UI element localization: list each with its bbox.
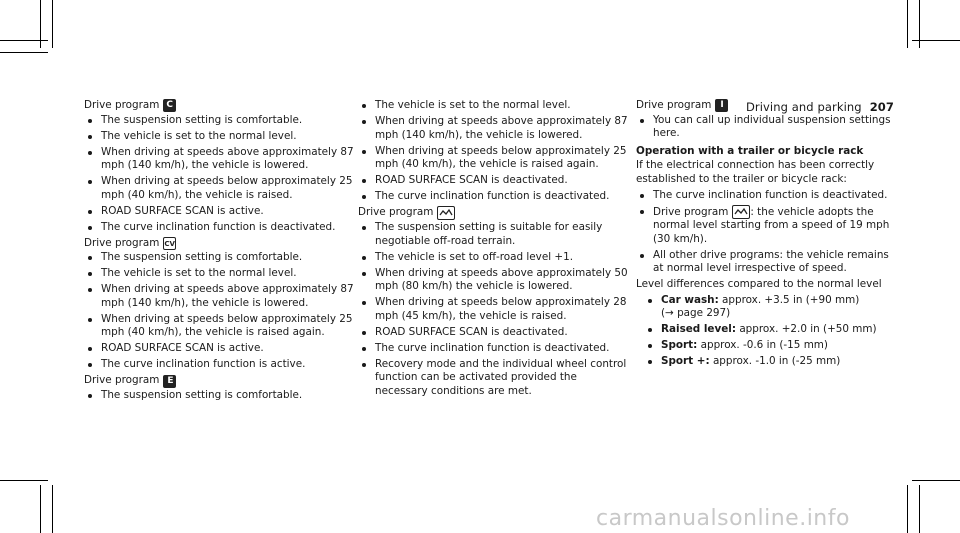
crop-mark xyxy=(912,40,960,41)
program-c-list xyxy=(84,114,354,235)
list-item: The suspension setting is comfortable. xyxy=(84,251,354,265)
list-item: ROAD SURFACE SCAN is deactivated. xyxy=(358,174,628,188)
list-item: When driving at speeds above approximately 87 mph (140 km/h), the vehicle is lowered. xyxy=(84,146,354,173)
drive-program-label: Drive program xyxy=(653,205,729,218)
trailer-list xyxy=(636,189,898,276)
offroad-icon xyxy=(732,205,750,219)
list-item: ROAD SURFACE SCAN is active. xyxy=(84,205,354,219)
level-label: Sport: xyxy=(661,339,698,352)
list-item: ROAD SURFACE SCAN is deactivated. xyxy=(358,326,628,340)
list-item: The suspension setting is suitable for easily negotiable off-road terrain. xyxy=(358,221,628,248)
list-item: The vehicle is set to the normal level. xyxy=(84,130,354,144)
crop-mark xyxy=(0,52,48,53)
program-i-icon xyxy=(715,99,728,112)
list-item: When driving at speeds above approximately 87 mph (140 km/h), the vehicle is lowered. xyxy=(84,283,354,310)
program-i-list xyxy=(636,114,898,141)
crop-mark xyxy=(52,485,53,533)
list-item: The vehicle is set to the normal level. xyxy=(84,267,354,281)
crop-mark xyxy=(919,485,920,533)
drive-program-label: Drive program xyxy=(358,206,434,219)
list-item xyxy=(644,339,898,353)
list-item: The vehicle is set to the normal level. xyxy=(358,99,628,113)
drive-program-c-heading xyxy=(84,99,354,113)
level-value: approx. -1.0 in (-25 mm) xyxy=(709,355,841,368)
column-1 xyxy=(84,99,354,405)
list-item: The curve inclination function is deactivated. xyxy=(358,342,628,356)
program-cv-list xyxy=(84,251,354,372)
levels-list xyxy=(636,294,898,369)
column-3 xyxy=(636,99,898,371)
drive-program-i-heading xyxy=(636,99,898,113)
drive-program-e-heading xyxy=(84,374,354,388)
drive-program-label: Drive program xyxy=(84,236,160,249)
page-reference-link[interactable]: (→ page 297) xyxy=(661,307,731,320)
crop-mark xyxy=(0,480,48,481)
drive-program-label: Drive program xyxy=(84,99,160,111)
drive-program-label: Drive program xyxy=(636,99,712,111)
list-item: The suspension setting is comfortable. xyxy=(84,389,354,403)
drive-program-label: Drive program xyxy=(84,374,160,387)
level-label: Sport +: xyxy=(661,355,710,368)
list-item xyxy=(644,323,898,337)
crop-mark xyxy=(907,485,908,533)
list-item xyxy=(644,294,898,321)
section-title: Driving and parking xyxy=(745,100,862,114)
crop-mark xyxy=(52,0,53,48)
list-item: The curve inclination function is deactivated. xyxy=(358,190,628,204)
drive-program-offroad-heading xyxy=(358,206,628,220)
list-item: The curve inclination function is deactivated. xyxy=(636,189,898,203)
offroad-icon xyxy=(437,206,455,220)
list-item-text: : the vehicle adopts the normal level starting from a speed of 19 mph (30 km/h). xyxy=(653,205,890,245)
trailer-heading: Operation with a trailer or bicycle rack xyxy=(636,144,864,157)
drive-program-cv-heading xyxy=(84,237,354,251)
level-label: Car wash: xyxy=(661,293,719,306)
list-item: The curve inclination function is active. xyxy=(84,358,354,372)
program-e-list-continued xyxy=(358,99,628,204)
list-item: The suspension setting is comfortable. xyxy=(84,114,354,128)
list-item xyxy=(636,205,898,247)
level-value: approx. +2.0 in (+50 mm) xyxy=(736,323,877,336)
list-item: The curve inclination function is deactivated. xyxy=(84,221,354,235)
program-offroad-list xyxy=(358,221,628,398)
program-c-icon xyxy=(163,99,176,112)
crop-mark xyxy=(912,480,960,481)
program-e-icon xyxy=(163,375,176,388)
level-value: approx. -0.6 in (-15 mm) xyxy=(697,339,828,352)
list-item: You can call up individual suspension settings here. xyxy=(636,114,898,141)
list-item: When driving at speeds above approximately 87 mph (140 km/h), the vehicle is lowered. xyxy=(358,115,628,142)
list-item: When driving at speeds below approximately 25 mph (40 km/h), the vehicle is raised again. xyxy=(358,145,628,172)
list-item: When driving at speeds below approximately 25 mph (40 km/h), the vehicle is raised again. xyxy=(84,313,354,340)
column-2 xyxy=(358,99,628,401)
program-cv-icon xyxy=(163,237,176,250)
list-item: Recovery mode and the individual wheel control function can be activated provided the necessary conditions are met. xyxy=(358,358,628,399)
list-item: When driving at speeds below approximately 25 mph (40 km/h), the vehicle is raised. xyxy=(84,175,354,202)
list-item xyxy=(644,355,898,369)
list-item: ROAD SURFACE SCAN is active. xyxy=(84,342,354,356)
page-number: 207 xyxy=(869,100,894,114)
list-item: The vehicle is set to off-road level +1. xyxy=(358,251,628,265)
levels-intro: Level differences compared to the normal level xyxy=(636,278,882,291)
list-item: All other drive programs: the vehicle remains at normal level irrespective of speed. xyxy=(636,249,898,276)
list-item: When driving at speeds below approximately 28 mph (45 km/h), the vehicle is raised. xyxy=(358,296,628,323)
crop-mark xyxy=(907,0,908,48)
level-label: Raised level: xyxy=(661,323,737,336)
watermark: carmanualsonline.info xyxy=(596,506,850,531)
crop-mark xyxy=(0,40,48,41)
program-e-list xyxy=(84,389,354,403)
trailer-intro: If the electrical connection has been correctly established to the trailer or bicycle rack: xyxy=(636,159,875,185)
list-item: When driving at speeds above approximately 50 mph (80 km/h) the vehicle is lowered. xyxy=(358,267,628,294)
crop-mark xyxy=(40,485,41,533)
level-value: approx. +3.5 in (+90 mm) xyxy=(718,293,860,306)
